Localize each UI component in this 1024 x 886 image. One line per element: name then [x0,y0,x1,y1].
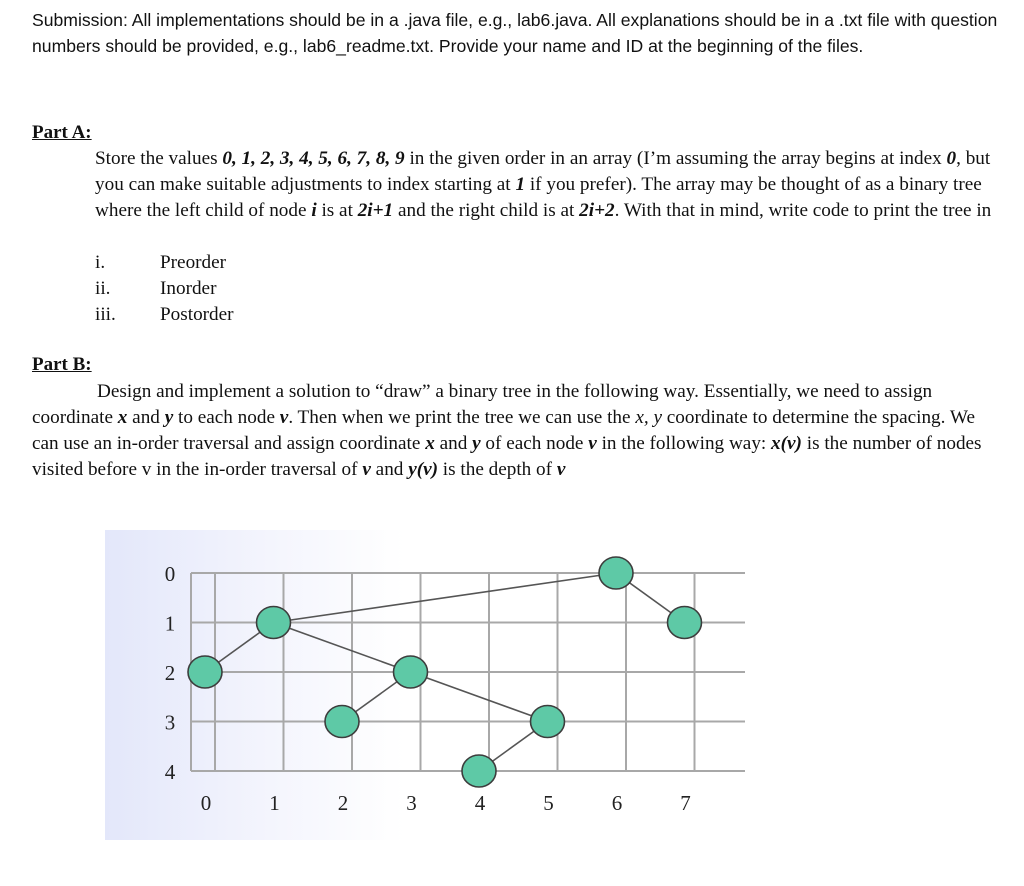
part-a-text-5: is at [316,200,358,221]
part-b-text-6: in the following way: [596,433,772,454]
x-axis-labels [201,791,691,815]
x-axis-label: 4 [474,791,486,815]
list-item-number: i. [95,252,106,273]
part-b-heading: Part B: [32,354,92,375]
list-item-number: iii. [95,304,116,325]
part-a-text-1: Store the values [95,148,223,169]
y-axis-label: 1 [164,611,176,636]
part-b-text-4: coordinate to determine the spacing. We can use an in-order traversal and assign coordinate [32,407,975,454]
tree-node [599,557,633,589]
y-of-v: y(v) [408,459,438,480]
part-b-text-5: of each node [480,433,589,454]
tree-node [462,755,496,787]
y-axis-label: 0 [164,562,176,586]
part-a-text-6: and the right child is at [393,200,580,221]
x-axis-label: 6 [611,791,623,815]
list-item-label: Postorder [160,304,234,325]
tree-coordinate-figure [105,530,755,840]
y-axis-label: 3 [164,710,176,735]
node-v: v [588,433,597,454]
right-child-formula: 2i+2 [579,200,615,221]
x-axis-label: 5 [543,791,554,815]
node-v: v [556,459,566,480]
part-b-text-7: is the number of nodes visited before v in the in-order traversal of [32,433,982,480]
part-b-text-3: . Then when we print the tree we can use the [288,407,636,428]
values-list: 0, 1, 2, 3, 4, 5, 6, 7, 8, 9 [222,148,405,169]
list-item-label: Inorder [160,278,217,299]
part-b-text-8: is the depth of [438,459,557,480]
y-axis-label: 2 [164,661,176,685]
part-a-text-7: . With that in mind, write code to print the tree in [614,200,992,221]
tree-node [325,706,359,738]
tree-node [668,607,702,639]
part-b-and: and [370,459,409,480]
part-a-paragraph [95,146,1000,224]
node-i: i [311,200,317,221]
part-b-paragraph [32,379,992,483]
part-a-text-4: if you prefer). The array may be thought of as a binary tree where the left child of node [95,174,982,221]
part-a-heading: Part A: [32,122,92,143]
left-child-formula: 2i+1 [357,200,394,221]
coord-x: x [425,433,435,454]
index-one: 1 [515,174,526,195]
tree-edge [411,672,548,722]
part-b-text-2: to each node [173,407,280,428]
part-b-and: and [434,433,473,454]
submission-note: Submission: All implementations should be in a .java file, e.g., lab6.java. All explanations should be in a .txt file with question numbers should be provided, e.g., lab6_readme.txt. Provide your name and ID at the beginning of the files. [32,10,998,56]
x-of-v: x(v) [771,433,802,454]
list-item-label: Preorder [160,252,227,273]
part-a-text-3: , but you can make suitable adjustments to index starting at [95,148,991,195]
part-a-text-2: in the given order in an array (I’m assuming the array begins at index [404,148,947,169]
x-axis-label: 0 [200,791,212,815]
tree-node [531,706,565,738]
tree-node [257,607,291,639]
figure-backdrop [105,530,405,840]
coord-y: y [164,407,174,428]
x-axis-label: 2 [337,791,349,815]
tree-node [188,656,222,688]
part-b-and: and [127,407,165,428]
index-zero: 0 [946,148,957,169]
x-axis-label: 7 [680,791,691,815]
tree-node [394,656,428,688]
x-axis-label: 1 [269,791,280,815]
coord-y: y [472,433,481,454]
coord-xy: x, y [635,407,662,428]
part-b-text-1: Design and implement a solution to “draw” a binary tree in the following way. Essentially, we need to assign coordinate [32,381,933,428]
node-v: v [279,407,289,428]
coord-x: x [117,407,128,428]
y-axis-label: 4 [164,760,176,784]
x-axis-label: 3 [406,791,417,815]
list-item-number: ii. [95,278,111,299]
node-v: v [362,459,371,480]
